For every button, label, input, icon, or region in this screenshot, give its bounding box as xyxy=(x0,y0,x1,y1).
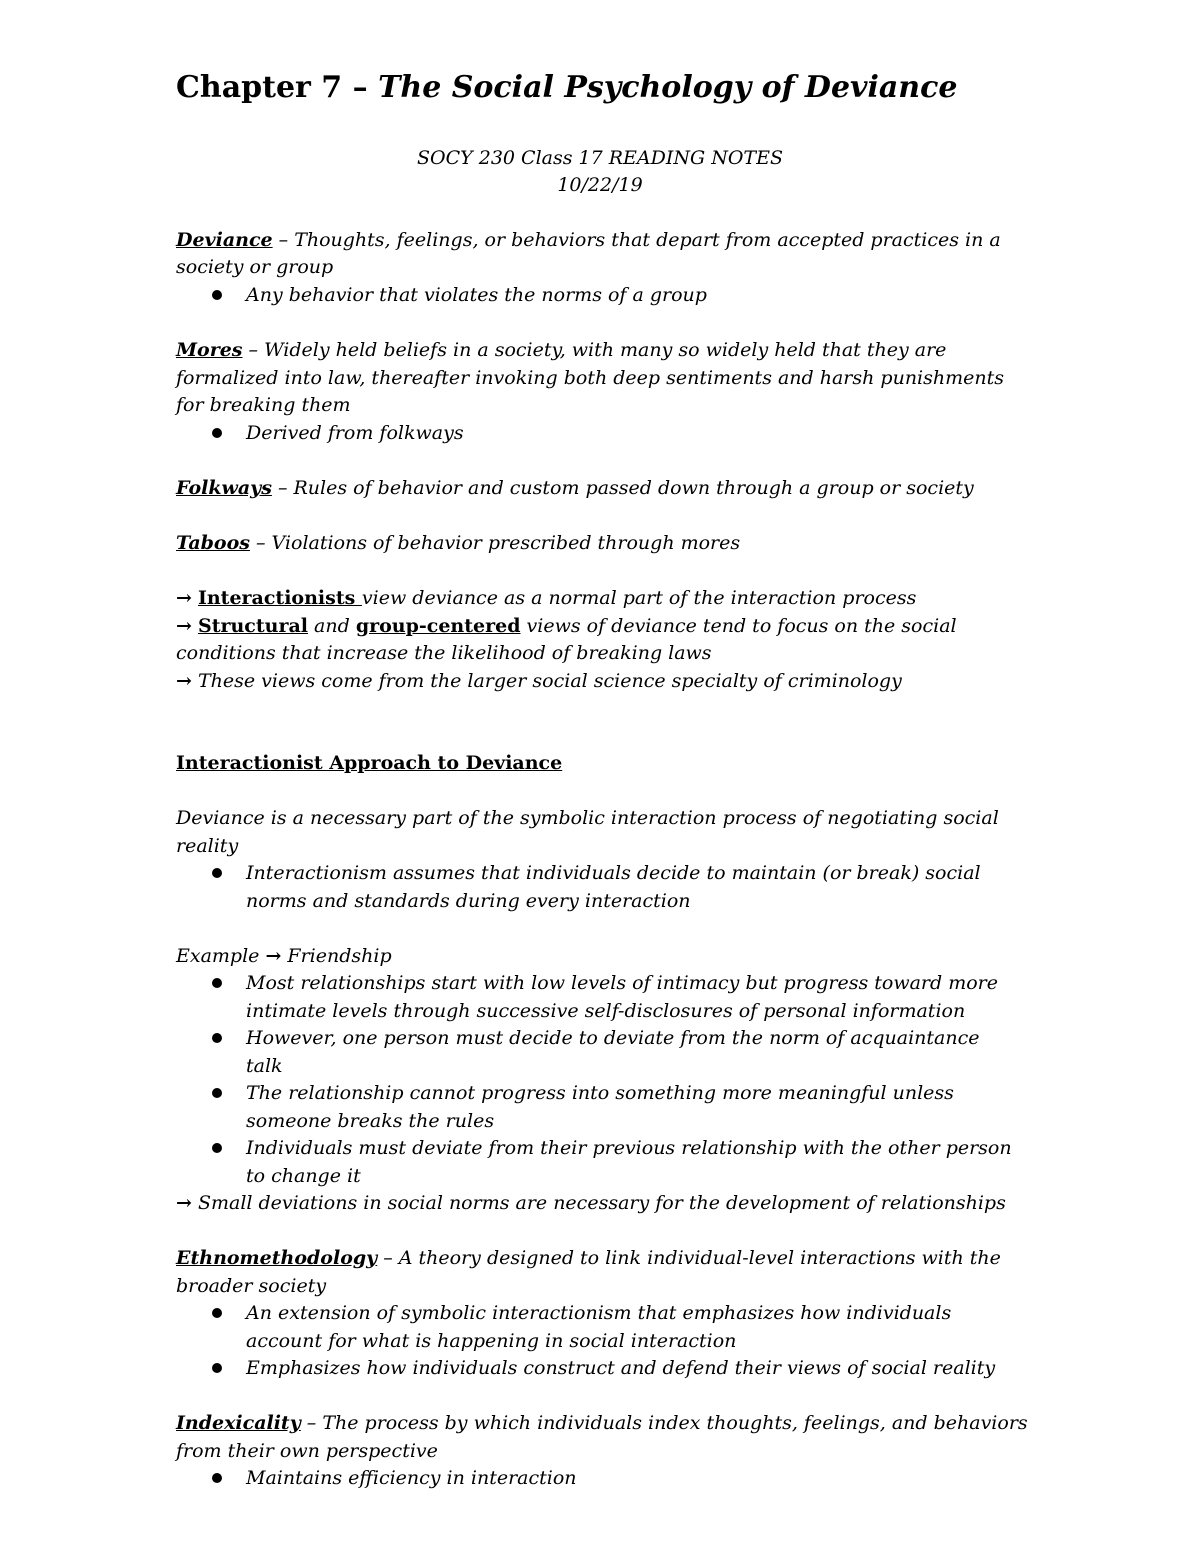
chapter-title xyxy=(176,70,957,105)
bullet-icon xyxy=(212,290,222,300)
mores-term: Mores xyxy=(176,339,243,361)
bullet-icon xyxy=(212,1088,222,1098)
example-bullet-1: Most relationships start with low levels of intimacy but progress toward more xyxy=(246,972,998,994)
ethno-bullet-2: Emphasizes how individuals construct and defend their views of social reality xyxy=(246,1357,996,1379)
ethno-definition xyxy=(176,1245,1001,1271)
taboos-definition xyxy=(176,530,740,556)
taboos-def: – Violations of behavior prescribed through mores xyxy=(249,532,741,554)
bullet-icon xyxy=(212,1033,222,1043)
folkways-def: – Rules of behavior and custom passed down through a group or society xyxy=(271,477,974,499)
example-bullet-1-cont: intimate levels through successive self-disclosures of personal information xyxy=(246,1000,966,1022)
section-heading: Interactionist Approach to Deviance xyxy=(176,752,563,774)
chapter-title-italic: The Social Psychology of Deviance xyxy=(378,70,958,105)
bullet-icon xyxy=(212,1473,222,1483)
folkways-term: Folkways xyxy=(176,477,272,499)
example-value: Friendship xyxy=(281,945,392,967)
mores-bullet: Derived from folkways xyxy=(246,422,464,444)
example-bullet-3-cont: someone breaks the rules xyxy=(246,1110,495,1132)
example-bullet-2: However, one person must decide to deviate from the norm of acquaintance xyxy=(246,1027,980,1049)
bullet-icon xyxy=(212,1308,222,1318)
course-line: SOCY 230 Class 17 READING NOTES xyxy=(417,147,783,169)
indexicality-def-1: – The process by which individuals index thoughts, feelings, and behaviors xyxy=(300,1412,1028,1434)
necessary-line-1: Deviance is a necessary part of the symbolic interaction process of negotiating social xyxy=(176,807,999,829)
group-centered-term: group-centered xyxy=(355,615,521,637)
deviance-def-1: – Thoughts, feelings, or behaviors that depart from accepted practices in a xyxy=(272,229,1001,251)
arrow-icon: → xyxy=(176,587,192,609)
example-conclusion-text: Small deviations in social norms are necessary for the development of relationships xyxy=(191,1192,1006,1214)
chapter-title-prefix: Chapter 7 – xyxy=(176,70,379,105)
example-bullet-2-cont: talk xyxy=(246,1055,283,1077)
view-line-1-rest: view deviance as a normal part of the interaction process xyxy=(361,587,917,609)
ethno-def-2: broader society xyxy=(176,1275,327,1297)
bullet-icon xyxy=(212,1363,222,1373)
example-line xyxy=(176,943,392,969)
view-line-interactionists xyxy=(176,585,916,611)
deviance-bullet: Any behavior that violates the norms of a group xyxy=(246,284,707,306)
indexicality-bullet-1: Maintains efficiency in interaction xyxy=(246,1467,577,1489)
arrow-icon: → xyxy=(176,1192,192,1214)
view-line-2-rest: views of deviance tend to focus on the social xyxy=(520,615,957,637)
example-bullet-3: The relationship cannot progress into something more meaningful unless xyxy=(246,1082,954,1104)
date-line: 10/22/19 xyxy=(557,174,643,196)
taboos-term: Taboos xyxy=(176,532,250,554)
deviance-term: Deviance xyxy=(176,229,273,251)
bullet-icon xyxy=(212,1143,222,1153)
bullet-icon xyxy=(212,868,222,878)
example-bullet-4: Individuals must deviate from their previous relationship with the other person xyxy=(246,1137,1012,1159)
view-line-structural xyxy=(176,613,957,639)
deviance-definition xyxy=(176,227,1001,253)
necessary-line-2: reality xyxy=(176,835,239,857)
bullet-icon xyxy=(212,428,222,438)
necessary-bullet-1: Interactionism assumes that individuals decide to maintain (or break) social xyxy=(246,862,981,884)
view-line-criminology xyxy=(176,668,902,694)
ethno-bullet-1-cont: account for what is happening in social interaction xyxy=(246,1330,737,1352)
mores-def-2: formalized into law, thereafter invoking both deep sentiments and harsh punishments xyxy=(176,367,1005,389)
arrow-icon: → xyxy=(176,670,192,692)
structural-term: Structural xyxy=(197,615,308,637)
view-line-3-text: These views come from the larger social science specialty of criminology xyxy=(191,670,902,692)
ethno-bullet-1: An extension of symbolic interactionism that emphasizes how individuals xyxy=(246,1302,952,1324)
mores-def-3: for breaking them xyxy=(176,394,351,416)
view-line-2-cont: conditions that increase the likelihood of breaking laws xyxy=(176,642,712,664)
bullet-icon xyxy=(212,978,222,988)
arrow-icon: → xyxy=(265,945,282,967)
example-label: Example xyxy=(176,945,266,967)
example-bullet-4-cont: to change it xyxy=(246,1165,361,1187)
arrow-icon: → xyxy=(176,615,192,637)
indexicality-def-2: from their own perspective xyxy=(176,1440,438,1462)
ethno-term: Ethnomethodology xyxy=(176,1247,378,1269)
ethno-def-1: – A theory designed to link individual-level interactions with the xyxy=(377,1247,1001,1269)
mores-def-1: – Widely held beliefs in a society, with many so widely held that they are xyxy=(242,339,947,361)
folkways-definition xyxy=(176,475,974,501)
view-line-2-and: and xyxy=(308,615,356,637)
deviance-def-2: society or group xyxy=(176,256,334,278)
indexicality-definition xyxy=(176,1410,1028,1436)
interactionists-term: Interactionists xyxy=(197,587,362,609)
example-conclusion xyxy=(176,1190,1006,1216)
indexicality-term: Indexicality xyxy=(176,1412,301,1434)
mores-definition xyxy=(176,337,946,363)
necessary-bullet-1-cont: norms and standards during every interaction xyxy=(246,890,691,912)
